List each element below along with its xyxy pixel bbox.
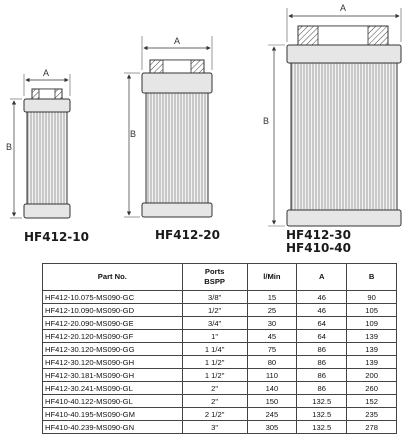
spec-table [42,263,397,434]
table-row [43,317,397,330]
cell-ports: 1" [182,330,247,343]
cell-b: 278 [347,421,397,434]
table-row [43,343,397,356]
cell-a: 86 [297,382,347,395]
cell-b: 235 [347,408,397,421]
cell-lmin: 140 [247,382,297,395]
cell-ports: 1/2" [182,304,247,317]
table-row [43,304,397,317]
cell-lmin: 245 [247,408,297,421]
table-row [43,330,397,343]
cell-b: 90 [347,291,397,304]
cell-part: HF412-10.075-MS090-GC [43,291,183,304]
dim-a-label-3: A [340,3,347,13]
table-row [43,291,397,304]
cell-a: 64 [297,330,347,343]
cell-part: HF412-30.120-MS090-GG [43,343,183,356]
cell-ports: 1 1/4" [182,343,247,356]
cell-b: 109 [347,317,397,330]
cell-part: HF412-20.090-MS090-GE [43,317,183,330]
table-row [43,356,397,369]
filter-label-hf412-10: HF412-10 [24,230,89,244]
cell-a: 132.5 [297,395,347,408]
cell-b: 139 [347,356,397,369]
cell-ports: 3/4" [182,317,247,330]
cell-a: 86 [297,369,347,382]
cell-ports: 1 1/2" [182,356,247,369]
cell-lmin: 30 [247,317,297,330]
cell-b: 260 [347,382,397,395]
filter-label-hf410-40: HF410-40 [286,241,351,255]
cell-part: HF412-10.090-MS090-GD [43,304,183,317]
filter-hf412-20-drawing [124,36,212,217]
cell-ports: 1 1/2" [182,369,247,382]
header-part-no: Part No. [43,264,183,291]
cell-a: 86 [297,343,347,356]
cell-ports: 2" [182,395,247,408]
header-a: A [297,264,347,291]
cell-lmin: 15 [247,291,297,304]
header-ports [182,264,247,291]
cell-b: 200 [347,369,397,382]
cell-part: HF412-30.120-MS090-GH [43,356,183,369]
cell-b: 139 [347,343,397,356]
cell-lmin: 45 [247,330,297,343]
table-header-row [43,264,397,291]
header-ports-line1: Ports [204,267,225,276]
cell-a: 46 [297,304,347,317]
filter-label-hf412-20: HF412-20 [155,228,220,242]
dim-b-label-1: B [6,142,13,152]
dim-a-label-2: A [174,36,181,46]
cell-lmin: 75 [247,343,297,356]
dim-a-label-1: A [43,68,50,78]
cell-lmin: 150 [247,395,297,408]
cell-part: HF412-30.241-MS090-GL [43,382,183,395]
filter-label-hf412-30: HF412-30 [286,228,351,242]
cell-lmin: 25 [247,304,297,317]
table-row [43,421,397,434]
header-ports-line2: BSPP [204,277,225,286]
cell-a: 46 [297,291,347,304]
cell-lmin: 80 [247,356,297,369]
table-row [43,395,397,408]
cell-part: HF410-40.195-MS090-GM [43,408,183,421]
table-row [43,408,397,421]
cell-lmin: 305 [247,421,297,434]
cell-part: HF412-20.120-MS090-GF [43,330,183,343]
dim-b-label-3: B [263,116,270,126]
cell-ports: 2 1/2" [182,408,247,421]
cell-part: HF410-40.239-MS090-GN [43,421,183,434]
cell-lmin: 110 [247,369,297,382]
table-row [43,369,397,382]
cell-b: 105 [347,304,397,317]
cell-part: HF410-40.122-MS090-GL [43,395,183,408]
cell-b: 139 [347,330,397,343]
cell-b: 152 [347,395,397,408]
cell-a: 132.5 [297,408,347,421]
cell-a: 132.5 [297,421,347,434]
header-lmin: l/Min [247,264,297,291]
filter-hf412-30-drawing [268,8,401,226]
table-row [43,382,397,395]
filter-hf412-10-drawing [10,74,70,218]
dim-b-label-2: B [130,129,137,139]
cell-part: HF412-30.181-MS090-GH [43,369,183,382]
cell-ports: 2" [182,382,247,395]
cell-ports: 3/8" [182,291,247,304]
header-b: B [347,264,397,291]
cell-a: 64 [297,317,347,330]
cell-ports: 3" [182,421,247,434]
cell-a: 86 [297,356,347,369]
